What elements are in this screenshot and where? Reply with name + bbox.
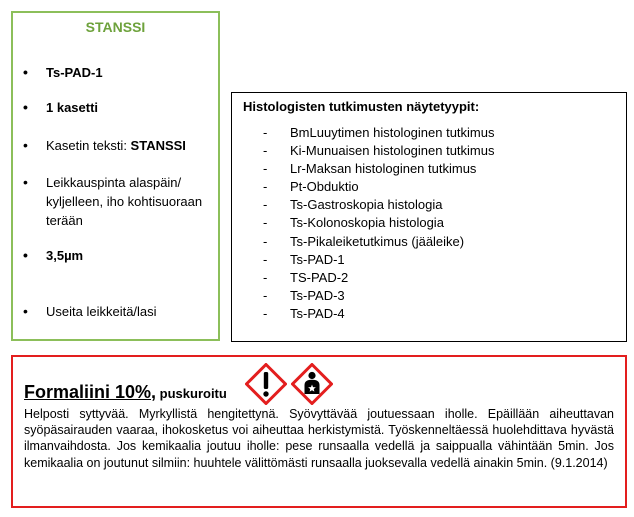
bullet-icon: • — [23, 174, 28, 190]
bullet-icon: • — [23, 303, 28, 319]
chemical-name: Formaliini 10%, — [24, 382, 157, 402]
exclamation-mark-icon — [245, 363, 287, 405]
bullet-icon: • — [23, 99, 28, 115]
stanssi-title: STANSSI — [85, 19, 146, 35]
histology-title: Histologisten tutkimusten näytetyypit: — [243, 99, 480, 114]
warning-text: Helposti syttyvää. Myrkyllistä hengitettynä. Syövyttävää joutuessaan iholle. Epäillään aiheuttavan syöpäsairauden vaaraa, ihokosketus voi aiheuttaa herkistymistä. Työskenneltäessä huolehdittava hyvästä ilmanvaihdosta. Jos kemikaalia joutuu iholle: pese runsaalla vedellä ja saippualla vähintään 5min. Jos kemikaalia on joutunut silmiin: huuhtele välittömästi runsaalla juoksevalla vedellä ainakin 5min. (9.1.2014) — [24, 407, 614, 470]
formalin-warning-panel — [11, 355, 627, 508]
warning-heading — [24, 382, 227, 403]
stanssi-panel: STANSSI • Ts-PAD-1 • 1 kasetti • Kasetin teksti: STANSSI • Leikkauspinta alaspäin/ kyljelleen, iho kohtisuoraan terään • 3,5µm • Useita leikkeitä/lasi — [11, 11, 220, 341]
bullet-icon: • — [23, 64, 28, 80]
histology-panel: Histologisten tutkimusten näytetyypit: - BmLuuytimen histologinen tutkimus - Ki-Munuaisen histologinen tutkimus - Lr-Maksan histologinen tutkimus - Pt-Obduktio - Ts-Gastroskopia histologia - Ts-Kolonoskopia histologia - Ts-Pikaleiketutkimus (jääleike) - Ts-PAD-1 - TS-PAD-2 - Ts-PAD-3 - Ts-PAD-4 — [231, 92, 627, 342]
bullet-icon: • — [23, 247, 28, 263]
chemical-variant: puskuroitu — [156, 386, 227, 401]
health-hazard-icon — [291, 363, 333, 405]
bullet-icon: • — [23, 137, 28, 153]
